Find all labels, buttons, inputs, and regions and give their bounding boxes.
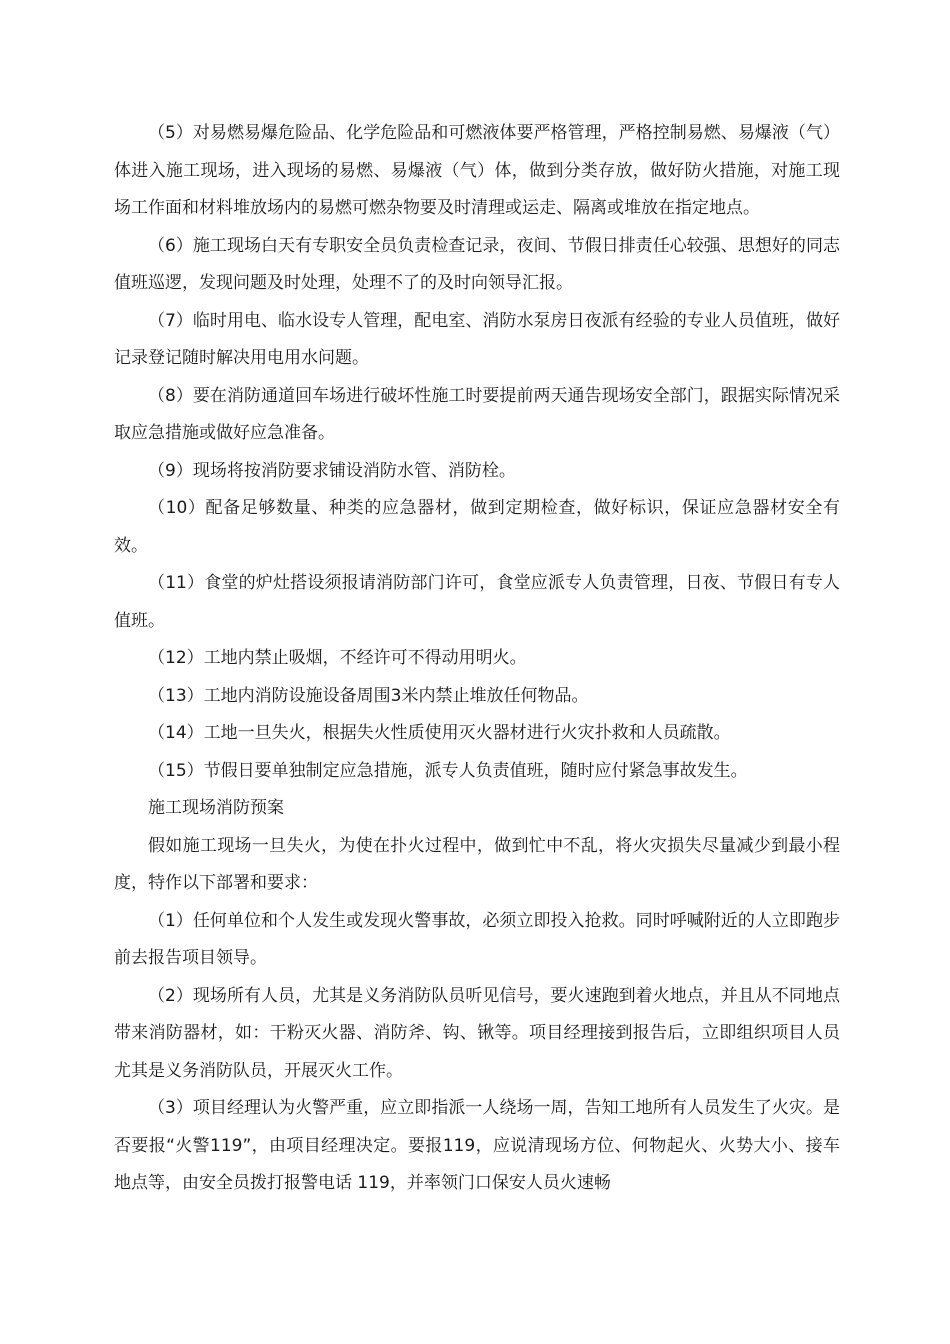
paragraph-plan-3: （3）项目经理认为火警严重，应立即指派一人绕场一周，告知工地所有人员发生了火灾。是否要报“火警119”，由项目经理决定。要报119，应说清现场方位、何物起火、火势大小、接车地点等，由安全员拨打报警电话 119，并率领门口保安人员火速畅 — [114, 1098, 840, 1193]
paragraph-item-9: （9）现场将按消防要求铺设消防水管、消防栓。 — [148, 460, 516, 481]
paragraph-item-8: （8）要在消防通道回车场进行破坏性施工时要提前两天通告现场安全部门，跟据实际情况采取应急措施或做好应急准备。 — [114, 385, 840, 443]
paragraph-plan-2: （2）现场所有人员，尤其是义务消防队员听见信号，要火速跑到着火地点，并且从不同地点带来消防器材，如：干粉灭火器、消防斧、钩、锹等。项目经理接到报告后，立即组织项目人员尤其是义务消防队员，开展灭火工作。 — [114, 985, 840, 1081]
paragraph-item-13: （13）工地内消防设施设备周围3米内禁止堆放任何物品。 — [148, 685, 589, 706]
paragraph-item-5: （5）对易燃易爆危险品、化学危险品和可燃液体要严格管理，严格控制易燃、易爆液（气）体进入施工现场，进入现场的易燃、易爆液（气）体，做到分类存放，做好防火措施，对施工现场工作面和材料堆放场内的易燃可燃杂物要及时清理或运走、隔离或堆放在指定地点。 — [114, 123, 840, 218]
paragraph-item-7: （7）临时用电、临水设专人管理，配电室、消防水泵房日夜派有经验的专业人员值班，做好记录登记随时解决用电用水问题。 — [114, 310, 840, 368]
paragraph-item-11: （11）食堂的炉灶搭设须报请消防部门许可，食堂应派专人负责管理，日夜、节假日有专人值班。 — [114, 573, 840, 631]
paragraph-item-6: （6）施工现场白天有专职安全员负责检查记录，夜间、节假日排责任心较强、思想好的同志值班巡逻，发现问题及时处理，处理不了的及时向领导汇报。 — [114, 235, 840, 293]
paragraph-item-10: （10）配备足够数量、种类的应急器材，做到定期检查，做好标识，保证应急器材安全有效。 — [114, 498, 840, 556]
paragraph-item-12: （12）工地内禁止吸烟，不经许可不得动用明火。 — [148, 648, 527, 668]
paragraph-plan-1: （1）任何单位和个人发生或发现火警事故，必须立即投入抢救。同时呼喊附近的人立即跑步前去报告项目领导。 — [114, 910, 840, 968]
paragraph-intro: 假如施工现场一旦失火，为使在扑火过程中，做到忙中不乱，将火灾损失尽量减少到最小程度，特作以下部署和要求： — [114, 835, 840, 893]
paragraph-item-15: （15）节假日要单独制定应急措施，派专人负责值班，随时应付紧急事故发生。 — [148, 760, 748, 781]
paragraph-item-14: （14）工地一旦失火，根据失火性质使用灭火器材进行火灾扑救和人员疏散。 — [148, 723, 731, 743]
section-heading: 施工现场消防预案 — [148, 798, 284, 818]
document-page — [114, 115, 840, 1203]
